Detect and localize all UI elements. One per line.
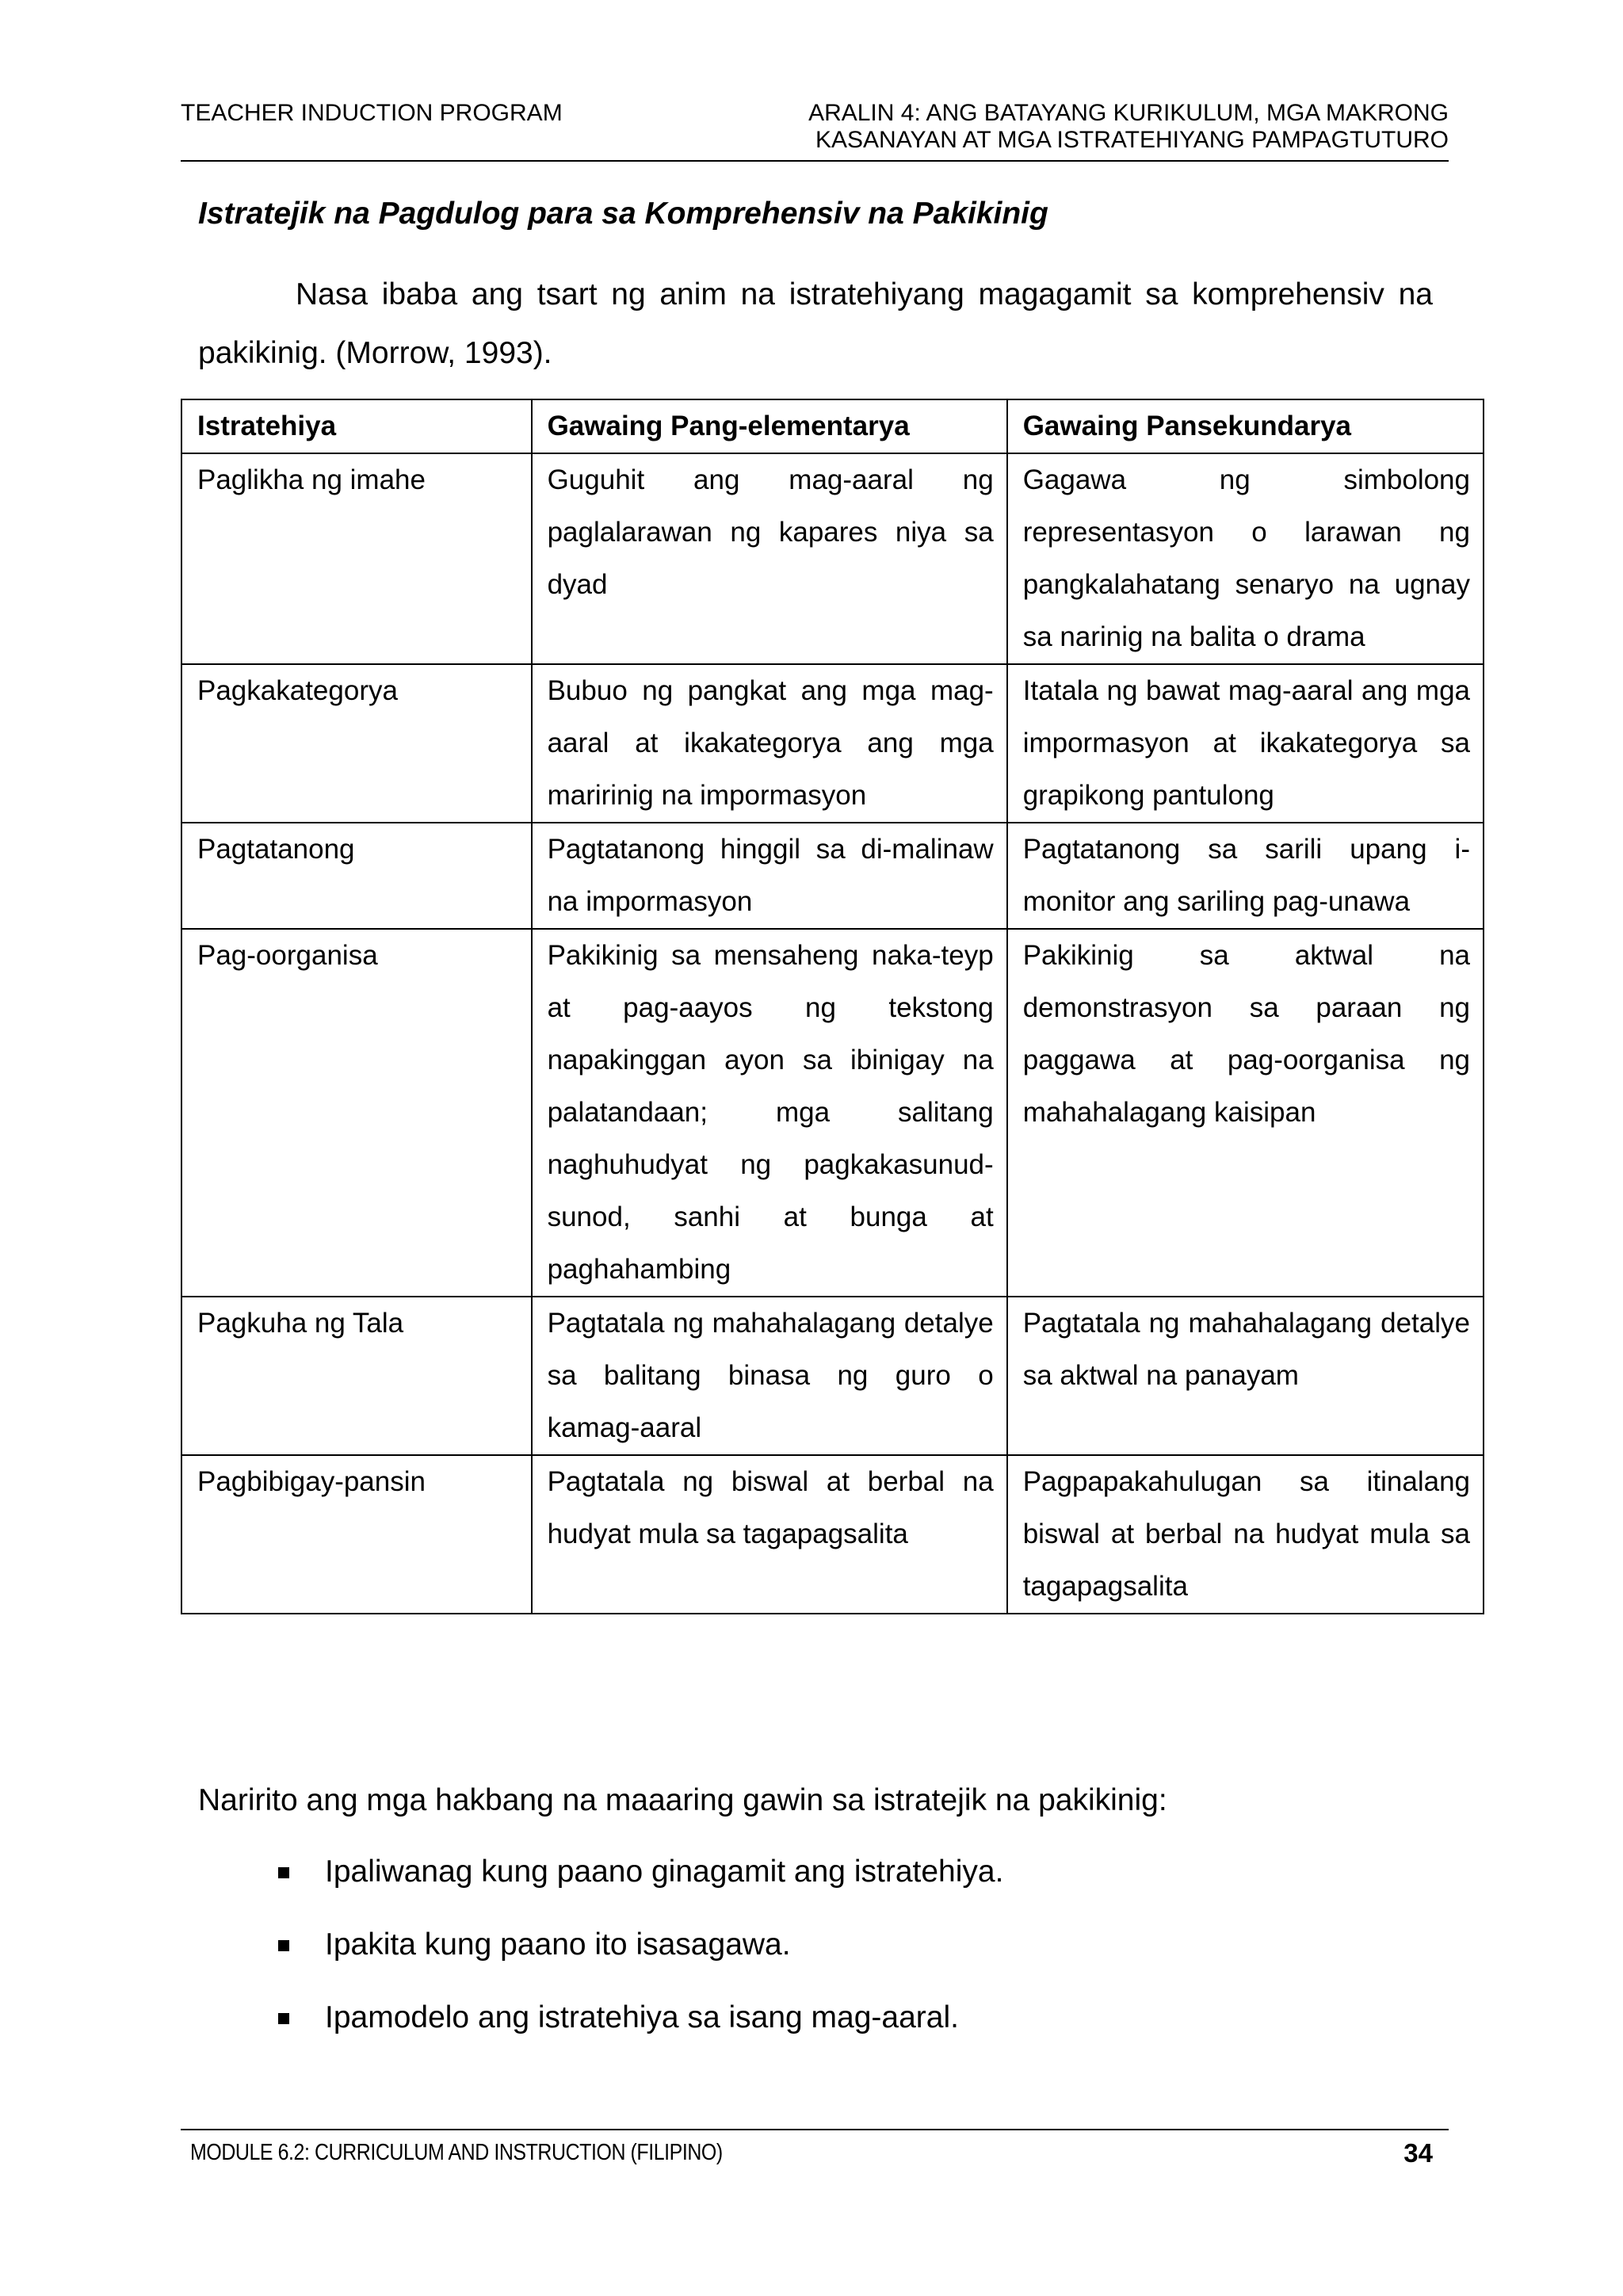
- list-item: [269, 1855, 1003, 1927]
- table-header-row: [181, 399, 1484, 453]
- secondary-cell: Itatala ng bawat mag-aaral ang mga impormasyon at ikakategorya sa grapikong pantulong: [1007, 664, 1484, 823]
- column-header-elementary: Gawaing Pang-elementarya: [532, 399, 1007, 453]
- header-lesson-title: [808, 100, 1449, 154]
- elementary-cell: Pakikinig sa mensaheng naka-teyp at pag-aayos ng tekstong napakinggan ayon sa ibinigay na palatandaan; mga salitang naghuhudyat ng pagkakasunud-sunod, sanhi at bunga at paghahambing: [532, 929, 1007, 1297]
- secondary-cell: Gagawa ng simbolong representasyon o larawan ng pangkalahatang senaryo na ugnay sa narinig na balita o drama: [1007, 453, 1484, 664]
- list-item: [269, 2000, 1003, 2073]
- secondary-cell: Pagpapakahulugan sa itinalang biswal at berbal na hudyat mula sa tagapagsalita: [1007, 1455, 1484, 1614]
- square-bullet-icon: [278, 1867, 289, 1878]
- elementary-cell: Pagtatala ng biswal at berbal na hudyat mula sa tagapagsalita: [532, 1455, 1007, 1614]
- column-header-strategy: Istratehiya: [181, 399, 532, 453]
- list-item: [269, 1927, 1003, 2000]
- elementary-cell: Guguhit ang mag-aaral ng paglalarawan ng kapares niya sa dyad: [532, 453, 1007, 664]
- steps-list: [269, 1855, 1003, 2073]
- page-footer: [181, 2129, 1449, 2178]
- strategy-cell: Pagkakategorya: [181, 664, 532, 823]
- secondary-cell: Pagtatanong sa sarili upang i-monitor ang sariling pag-unawa: [1007, 823, 1484, 929]
- header-lesson-title-line2: KASANAYAN AT MGA ISTRATEHIYANG PAMPAGTUTURO: [815, 127, 1449, 153]
- step-text: Ipamodelo ang istratehiya sa isang mag-aaral.: [325, 2000, 959, 2034]
- table-row: [181, 1455, 1484, 1614]
- secondary-cell: Pagtatala ng mahahalagang detalye sa aktwal na panayam: [1007, 1297, 1484, 1455]
- strategy-cell: Pag-oorganisa: [181, 929, 532, 1297]
- square-bullet-icon: [278, 1940, 289, 1951]
- column-header-secondary: Gawaing Pansekundarya: [1007, 399, 1484, 453]
- strategy-cell: Pagkuha ng Tala: [181, 1297, 532, 1455]
- strategy-cell: Paglikha ng imahe: [181, 453, 532, 664]
- strategy-cell: Pagbibigay-pansin: [181, 1455, 532, 1614]
- table-row: [181, 453, 1484, 664]
- secondary-cell: Pakikinig sa aktwal na demonstrasyon sa paraan ng paggawa at pag-oorganisa ng mahahalagang kaisipan: [1007, 929, 1484, 1297]
- page-header: [181, 97, 1449, 162]
- footer-module-title: MODULE 6.2: CURRICULUM AND INSTRUCTION (FILIPINO): [190, 2140, 723, 2165]
- page-number: 34: [1403, 2138, 1433, 2168]
- step-text: Ipakita kung paano ito isasagawa.: [325, 1927, 791, 1962]
- steps-intro: Naririto ang mga hakbang na maaaring gawin sa istratejik na pakikinig:: [198, 1783, 1167, 1817]
- header-lesson-title-line1: ARALIN 4: ANG BATAYANG KURIKULUM, MGA MAKRONG: [808, 100, 1449, 126]
- step-text: Ipaliwanag kung paano ginagamit ang istratehiya.: [325, 1855, 1004, 1889]
- intro-paragraph: Nasa ibaba ang tsart ng anim na istratehiyang magagamit sa komprehensiv na pakikinig. (Morrow, 1993).: [198, 277, 1433, 370]
- table-row: [181, 1297, 1484, 1455]
- elementary-cell: Bubuo ng pangkat ang mga mag-aaral at ikakategorya ang mga maririnig na impormasyon: [532, 664, 1007, 823]
- table-row: [181, 823, 1484, 929]
- strategy-table: [181, 399, 1484, 1614]
- square-bullet-icon: [278, 2013, 289, 2024]
- table-row: [181, 929, 1484, 1297]
- elementary-cell: Pagtatala ng mahahalagang detalye sa balitang binasa ng guro o kamag-aaral: [532, 1297, 1007, 1455]
- header-program-title: TEACHER INDUCTION PROGRAM: [181, 100, 563, 126]
- table-row: [181, 664, 1484, 823]
- section-title: Istratejik na Pagdulog para sa Komprehensiv na Pakikinig: [198, 197, 1048, 231]
- strategy-cell: Pagtatanong: [181, 823, 532, 929]
- elementary-cell: Pagtatanong hinggil sa di-malinaw na impormasyon: [532, 823, 1007, 929]
